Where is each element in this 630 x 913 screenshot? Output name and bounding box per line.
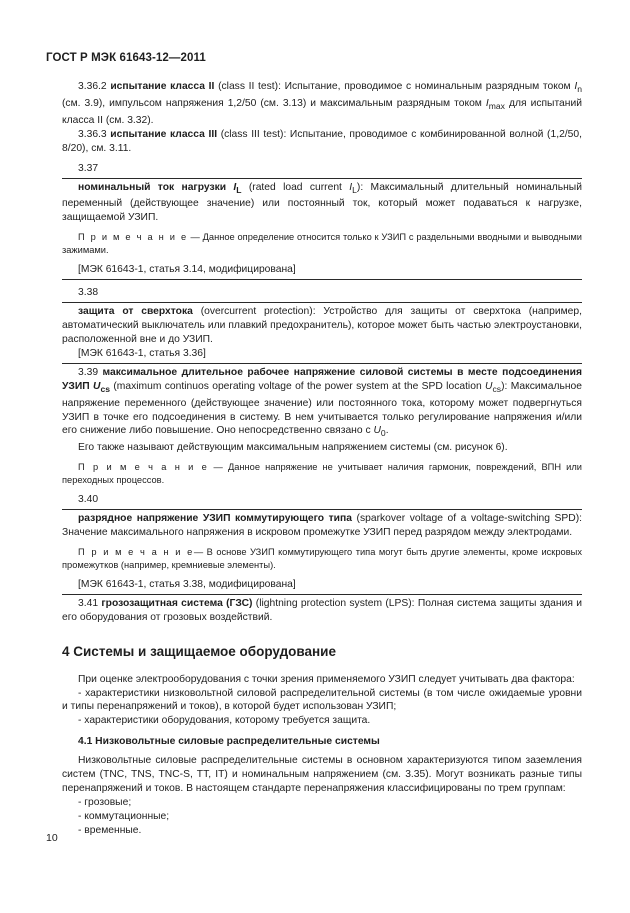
source-reference: [МЭК 61643-1, статья 3.36] [78,347,206,359]
definition-text: для испытаний класса II (см. 3.32). [62,97,582,126]
clause-number-3-40: 3.40 [78,494,99,506]
subscript: 0 [380,428,386,439]
list-item: - характеристики оборудования, которому требуется защита. [78,715,371,727]
definition-text: : Устройство для защиты от сверхтока (например, автоматический выключатель или плавкий предохранитель), которое может быть частью электроустановки, расположенной вне и до УЗИП. [62,306,582,345]
term-english: (lightning protection system (LPS) [255,597,412,609]
definition-text: : Испытание, проводимое с комбинированной волной (1,2/50, 8/20), см. 3.11. [62,128,582,154]
definition-paragraph [62,305,582,347]
clause-3-41 [62,597,582,625]
term: грозозащитная система (ГЗС) [101,597,253,609]
definition-text: : Значение максимального напряжения в искровом промежутке УЗИП перед разрядом между электродами. [62,513,582,539]
term: номинальный ток нагрузки [78,181,227,193]
subscript: cs [492,383,502,394]
definition-text: : Испытание, проводимое с номинальным разрядным током [278,81,571,92]
list-item: - временные. [78,824,142,836]
note-text: — В основе УЗИП коммутирующего типа могут быть другие элементы, кроме искровых промежутков (например, кремниевые элементы). [62,546,582,570]
boxed-definition-3-37 [62,178,582,281]
source-reference: [МЭК 61643-1, статья 3.38, модифицирована] [78,578,296,590]
boxed-definition-3-40 [62,509,582,595]
term-english-close: ) [356,181,361,193]
definition-text: ): Максимальное напряжение переменного (действующее значение) или постоянного тока, которому может подвергнуться УЗИП в точке его подсоединения в систему. В нем учитывается только регулирование напряжения и/или его снижение либо повышение. Оно непосредственно связано с [62,380,582,437]
note-label: П р и м е ч а н и е [78,462,209,473]
term: испытание класса II [110,81,215,92]
subscript: n [577,84,582,95]
definition-text: : Максимальный длительный номинальный переменный (действующее значение) или постоянный ток, который может подаваться к нагрузке, защищаемой УЗИП. [62,181,582,224]
source-reference: [МЭК 61643-1, статья 3.14, модифицирована] [78,264,296,276]
list-item: - характеристики низковольтной силовой распределительной системы (в том числе ожидаемые уровни и типы перенапряжений и токов), в которой будет использован УЗИП; [62,687,582,713]
section-intro: При оценке электрооборудования с точки зрения применяемого УЗИП следует учитывать два фактора: [78,673,575,685]
note-text: — Данное напряжение не учитывает наличия гармоник, повреждений, ВПН или переходных процессов. [62,462,582,486]
definition-paragraph [62,512,582,540]
note-text: — Данное определение относится только к УЗИП с раздельными вводными и выводными зажимами. [62,232,582,256]
note-label: П р и м е ч а н и е [78,232,188,243]
term-english: (maximum continuos operating voltage of the power system at the SPD location [110,380,482,392]
term-english: (class III test) [220,128,284,140]
document-header: ГОСТ Р МЭК 61643-12—2011 [46,52,206,64]
note [62,546,582,572]
subscript: L [236,184,242,195]
term-english: (class II test) [218,81,279,92]
clause-3-36-3 [62,128,582,156]
clause-number: 3.36.3 [78,128,107,140]
subsection-heading: 4.1 Низковольтные силовые распределительные системы [78,736,380,748]
term: испытание класса III [110,128,218,140]
boxed-definition-3-38 [62,302,582,364]
note [62,231,582,257]
note-label: П р и м е ч а н и е [78,546,194,557]
clause-number-3-38: 3.38 [78,287,99,299]
term: защита от сверхтока [78,306,193,318]
note [62,461,582,487]
term-english: (sparkover voltage of a voltage-switching SPD) [356,513,580,525]
clause-number: 3.39 [78,366,99,378]
term-english: (rated load current [248,181,342,193]
symbol: I [574,81,578,92]
symbol: I [485,97,489,109]
definition-paragraph: номинальный ток нагрузки $I_L$ (rated load current $I_L$): Максимальный длительный номинальный переменный (действующее значение) или постоянный ток, который может подаваться к нагрузке, защищаемой УЗИП. [62,181,582,224]
term: максимальное длительное рабочее напряжение силовой системы в месте подсоединения УЗИП [62,366,582,392]
list-item: - коммутационные; [78,810,170,822]
section-heading: 4 Системы и защищаемое оборудование [62,643,336,659]
symbol: U [373,425,381,437]
subscript: L [352,184,357,195]
clause-3-39-additional: Его также называют действующим максимальным напряжением системы (см. рисунок 6). [78,442,508,454]
clause-number-3-37: 3.37 [78,162,99,174]
list-item: - грозовые; [78,796,132,808]
term-english: (overcurrent protection) [200,306,313,318]
term: разрядное напряжение УЗИП коммутирующего типа [78,513,352,525]
clause-3-36-2 [62,80,582,128]
clause-number: 3.36.2 [78,81,107,92]
symbol: I [233,181,237,193]
definition-text: (см. 3.9), импульсом напряжения 1,2/50 (см. 3.13) и максимальным разрядным током [62,97,482,109]
page-number: 10 [46,832,58,844]
subsection-body: Низковольтные силовые распределительные системы в основном характеризуются типом заземления систем (TNC, TNS, TNC-S, TT, IT) и номинальным напряжением (см. 3.35). Могут возникать разные типы перенапряжений и токов. В настоящем стандарте перенапряжения классифицированы по трем группам: [62,755,582,794]
clause-number: 3.41 [78,597,99,609]
subscript: cs [100,383,111,394]
symbol: U [93,380,101,392]
clause-3-39: 3.39 максимальное длительное рабочее напряжение силовой системы в месте подсоединения УЗИП $U_{cs}$ (maximum continuos operating voltage of the power system at the SPD location $U_{cs}$): Максимальное напряжение переменного (действующее значение) или постоянного тока, которому может подвергнуться УЗИП в точке его подсоединения в систему. В нем учитывается только регулирование напряжения и/или его снижение либо повышение. Оно непосредственно связано с $U_0$. [62,366,582,439]
page-content [62,80,582,838]
definition-text: : Полная система защиты здания и его оборудования от грозовых воздействий. [62,597,582,623]
subscript: max [488,101,505,111]
